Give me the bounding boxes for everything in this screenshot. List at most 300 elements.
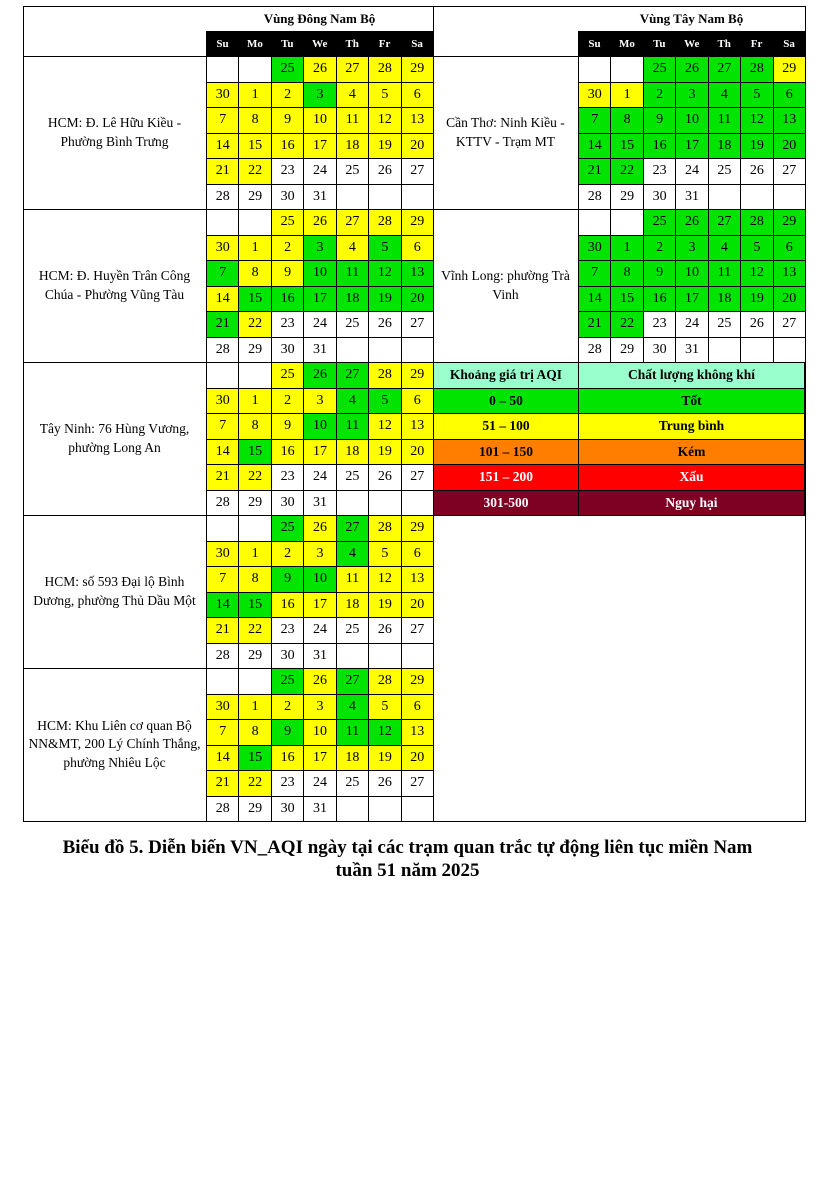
calendar-day-cell: 27	[401, 311, 434, 338]
calendar-day-cell: 15	[238, 439, 271, 466]
calendar-day-cell: 9	[271, 107, 304, 134]
calendar-day-cell: 8	[238, 107, 271, 134]
legend-quality-cell: Kém	[578, 439, 805, 466]
calendar-day-cell: 26	[675, 56, 708, 83]
calendar-day-cell: 29	[610, 184, 643, 211]
calendar-day-cell: 30	[578, 82, 611, 109]
calendar-day-cell: 8	[610, 107, 643, 134]
calendar-day-cell: 28	[206, 184, 239, 211]
calendar-day-cell: 23	[643, 158, 676, 185]
calendar-day-cell	[368, 643, 401, 670]
legend-range-cell: 0 – 50	[433, 388, 579, 415]
calendar-day-cell: 4	[336, 694, 369, 721]
calendar-day-cell: 29	[401, 56, 434, 83]
calendar-day-cell: 21	[206, 158, 239, 185]
east-day-header-sa: Sa	[401, 31, 434, 56]
calendar-day-cell: 14	[206, 439, 239, 466]
calendar-day-cell: 19	[368, 286, 401, 313]
station-name: HCM: số 593 Đại lộ Bình Dương, phường Thủ Dầu Một	[33, 574, 196, 608]
calendar-day-cell: 21	[206, 617, 239, 644]
calendar-day-cell: 18	[336, 286, 369, 313]
calendar-day-cell: 11	[336, 413, 369, 440]
chart-caption	[10, 836, 805, 882]
west-day-header-mo: Mo	[610, 31, 643, 56]
calendar-day-cell: 7	[578, 107, 611, 134]
calendar-day-cell: 25	[643, 209, 676, 236]
calendar-day-cell: 27	[336, 56, 369, 83]
calendar-day-cell: 16	[271, 745, 304, 772]
calendar-day-cell: 23	[271, 311, 304, 338]
calendar-day-cell: 28	[578, 337, 611, 364]
calendar-day-cell: 29	[238, 490, 271, 517]
calendar-day-cell: 3	[675, 82, 708, 109]
east-day-header-we: We	[303, 31, 336, 56]
calendar-day-cell: 19	[368, 439, 401, 466]
calendar-day-cell: 11	[336, 566, 369, 593]
calendar-day-cell: 27	[336, 209, 369, 236]
calendar-day-cell	[206, 668, 239, 695]
calendar-day-cell: 12	[368, 719, 401, 746]
legend-header-range: Khoảng giá trị AQI	[433, 362, 579, 389]
west-day-header-sa: Sa	[773, 31, 806, 56]
calendar-day-cell: 27	[401, 464, 434, 491]
calendar-day-cell: 28	[368, 668, 401, 695]
calendar-day-cell: 9	[271, 719, 304, 746]
calendar-day-cell: 3	[303, 235, 336, 262]
calendar-day-cell: 29	[773, 209, 806, 236]
calendar-day-cell	[708, 184, 741, 211]
calendar-day-cell: 2	[643, 235, 676, 262]
calendar-day-cell: 17	[675, 286, 708, 313]
calendar-day-cell: 27	[773, 158, 806, 185]
calendar-day-cell: 31	[303, 184, 336, 211]
calendar-day-cell	[336, 337, 369, 364]
calendar-day-cell: 28	[206, 490, 239, 517]
calendar-day-cell: 14	[206, 745, 239, 772]
calendar-day-cell: 21	[578, 158, 611, 185]
calendar-day-cell: 28	[578, 184, 611, 211]
calendar-day-cell: 12	[740, 260, 773, 287]
calendar-day-cell	[336, 796, 369, 823]
calendar-day-cell: 26	[303, 515, 336, 542]
calendar-day-cell: 1	[238, 388, 271, 415]
calendar-day-cell: 11	[708, 107, 741, 134]
calendar-day-cell: 30	[271, 337, 304, 364]
calendar-day-cell: 2	[271, 82, 304, 109]
calendar-day-cell: 14	[206, 592, 239, 619]
calendar-day-cell: 11	[336, 260, 369, 287]
legend-quality-cell: Xấu	[578, 464, 805, 491]
calendar-day-cell: 4	[336, 235, 369, 262]
calendar-day-cell: 8	[238, 413, 271, 440]
calendar-day-cell: 7	[206, 719, 239, 746]
calendar-day-cell: 1	[238, 541, 271, 568]
calendar-day-cell: 7	[206, 260, 239, 287]
calendar-day-cell: 24	[303, 464, 336, 491]
calendar-day-cell: 26	[303, 209, 336, 236]
calendar-day-cell: 12	[368, 107, 401, 134]
calendar-day-cell: 18	[336, 133, 369, 160]
calendar-day-cell: 13	[773, 260, 806, 287]
calendar-day-cell: 15	[610, 286, 643, 313]
calendar-day-cell: 10	[675, 107, 708, 134]
legend-quality-cell: Nguy hại	[578, 490, 805, 517]
east-day-header-su: Su	[206, 31, 239, 56]
calendar-day-cell: 9	[271, 413, 304, 440]
calendar-day-cell: 2	[271, 388, 304, 415]
calendar-day-cell	[368, 796, 401, 823]
calendar-day-cell	[336, 643, 369, 670]
calendar-day-cell: 19	[740, 286, 773, 313]
east-day-header-fr: Fr	[368, 31, 401, 56]
calendar-day-cell: 20	[401, 439, 434, 466]
calendar-day-cell: 30	[206, 82, 239, 109]
calendar-day-cell: 4	[708, 82, 741, 109]
calendar-day-cell: 22	[238, 464, 271, 491]
calendar-day-cell: 27	[708, 209, 741, 236]
calendar-day-cell: 26	[303, 362, 336, 389]
calendar-day-cell: 12	[368, 260, 401, 287]
calendar-day-cell: 30	[271, 490, 304, 517]
calendar-day-cell: 29	[401, 515, 434, 542]
calendar-day-cell: 27	[336, 362, 369, 389]
calendar-day-cell: 27	[401, 617, 434, 644]
calendar-day-cell	[238, 209, 271, 236]
calendar-day-cell: 6	[401, 541, 434, 568]
calendar-day-cell: 9	[271, 260, 304, 287]
legend-header-quality: Chất lượng không khí	[578, 362, 805, 389]
calendar-day-cell: 8	[238, 719, 271, 746]
calendar-day-cell: 19	[740, 133, 773, 160]
calendar-day-cell: 1	[238, 235, 271, 262]
calendar-day-cell: 25	[336, 464, 369, 491]
calendar-day-cell: 6	[773, 82, 806, 109]
calendar-day-cell: 3	[303, 388, 336, 415]
east-day-header-th: Th	[336, 31, 369, 56]
calendar-day-cell: 17	[303, 592, 336, 619]
calendar-day-cell: 19	[368, 745, 401, 772]
west-day-header-we: We	[675, 31, 708, 56]
calendar-day-cell: 18	[336, 592, 369, 619]
calendar-day-cell: 25	[271, 515, 304, 542]
calendar-day-cell: 23	[271, 158, 304, 185]
calendar-day-cell: 30	[271, 796, 304, 823]
calendar-day-cell	[238, 515, 271, 542]
calendar-day-cell: 15	[238, 133, 271, 160]
calendar-day-cell: 30	[271, 643, 304, 670]
calendar-day-cell: 31	[303, 643, 336, 670]
calendar-day-cell: 16	[271, 439, 304, 466]
calendar-day-cell: 1	[238, 694, 271, 721]
calendar-day-cell: 10	[303, 260, 336, 287]
calendar-day-cell: 5	[368, 235, 401, 262]
calendar-day-cell	[368, 184, 401, 211]
calendar-day-cell	[206, 209, 239, 236]
calendar-day-cell: 14	[578, 133, 611, 160]
calendar-day-cell: 28	[740, 209, 773, 236]
calendar-day-cell: 4	[708, 235, 741, 262]
calendar-day-cell: 24	[303, 617, 336, 644]
calendar-day-cell: 30	[271, 184, 304, 211]
legend-range-cell: 51 – 100	[433, 413, 579, 440]
calendar-day-cell: 9	[643, 260, 676, 287]
calendar-day-cell: 31	[303, 337, 336, 364]
calendar-day-cell	[238, 668, 271, 695]
west-day-header-tu: Tu	[643, 31, 676, 56]
calendar-day-cell: 30	[206, 541, 239, 568]
calendar-day-cell: 26	[740, 311, 773, 338]
calendar-day-cell: 3	[303, 541, 336, 568]
calendar-day-cell: 9	[643, 107, 676, 134]
calendar-day-cell: 31	[675, 337, 708, 364]
calendar-day-cell: 17	[303, 439, 336, 466]
calendar-day-cell: 16	[643, 133, 676, 160]
calendar-day-cell: 13	[401, 566, 434, 593]
calendar-day-cell: 6	[401, 388, 434, 415]
calendar-day-cell: 8	[238, 260, 271, 287]
calendar-day-cell: 21	[206, 770, 239, 797]
calendar-day-cell: 12	[740, 107, 773, 134]
calendar-day-cell: 7	[578, 260, 611, 287]
calendar-day-cell: 10	[303, 566, 336, 593]
calendar-day-cell: 13	[401, 107, 434, 134]
calendar-day-cell: 29	[238, 643, 271, 670]
calendar-day-cell	[740, 184, 773, 211]
calendar-day-cell: 6	[401, 694, 434, 721]
calendar-day-cell: 30	[206, 694, 239, 721]
calendar-day-cell: 20	[773, 133, 806, 160]
calendar-day-cell: 8	[610, 260, 643, 287]
calendar-day-cell: 28	[206, 337, 239, 364]
calendar-day-cell: 29	[401, 362, 434, 389]
station-name: Vĩnh Long: phường Trà Vinh	[441, 268, 570, 302]
calendar-day-cell	[368, 337, 401, 364]
calendar-day-cell: 17	[303, 286, 336, 313]
calendar-day-cell: 2	[643, 82, 676, 109]
station-name: Cần Thơ: Ninh Kiều - KTTV - Trạm MT	[446, 115, 565, 149]
calendar-day-cell	[206, 515, 239, 542]
calendar-day-cell: 13	[401, 260, 434, 287]
calendar-day-cell: 26	[675, 209, 708, 236]
calendar-day-cell: 18	[336, 745, 369, 772]
calendar-day-cell: 20	[401, 592, 434, 619]
west-day-header-su: Su	[578, 31, 611, 56]
calendar-day-cell: 28	[206, 796, 239, 823]
calendar-day-cell: 14	[206, 133, 239, 160]
calendar-day-cell: 29	[238, 337, 271, 364]
calendar-day-cell: 30	[206, 235, 239, 262]
calendar-day-cell: 5	[368, 82, 401, 109]
calendar-day-cell: 29	[610, 337, 643, 364]
calendar-day-cell: 4	[336, 388, 369, 415]
calendar-day-cell	[773, 337, 806, 364]
calendar-day-cell	[336, 490, 369, 517]
calendar-day-cell: 25	[708, 311, 741, 338]
station-name: HCM: Đ. Huyền Trân Công Chúa - Phường Vũng Tàu	[38, 268, 191, 302]
calendar-day-cell: 10	[303, 719, 336, 746]
calendar-day-cell: 25	[271, 362, 304, 389]
calendar-day-cell: 12	[368, 566, 401, 593]
calendar-day-cell: 3	[303, 82, 336, 109]
calendar-day-cell: 16	[643, 286, 676, 313]
calendar-day-cell	[401, 184, 434, 211]
calendar-day-cell: 29	[238, 796, 271, 823]
calendar-day-cell: 25	[336, 311, 369, 338]
legend-range-cell: 101 – 150	[433, 439, 579, 466]
east-day-header-tu: Tu	[271, 31, 304, 56]
calendar-day-cell: 29	[773, 56, 806, 83]
calendar-day-cell: 23	[271, 617, 304, 644]
calendar-day-cell: 2	[271, 235, 304, 262]
calendar-day-cell: 24	[303, 158, 336, 185]
legend-range-cell: 301-500	[433, 490, 579, 517]
calendar-day-cell: 28	[368, 56, 401, 83]
calendar-day-cell: 24	[303, 770, 336, 797]
calendar-day-cell: 25	[708, 158, 741, 185]
calendar-day-cell: 23	[271, 464, 304, 491]
calendar-day-cell: 31	[303, 490, 336, 517]
calendar-day-cell: 5	[368, 388, 401, 415]
calendar-day-cell: 28	[206, 643, 239, 670]
calendar-day-cell: 16	[271, 592, 304, 619]
calendar-day-cell: 25	[271, 209, 304, 236]
calendar-day-cell	[708, 337, 741, 364]
calendar-day-cell: 23	[643, 311, 676, 338]
calendar-day-cell: 20	[401, 286, 434, 313]
calendar-day-cell: 22	[610, 311, 643, 338]
calendar-day-cell: 27	[336, 515, 369, 542]
calendar-day-cell: 26	[368, 770, 401, 797]
calendar-day-cell: 19	[368, 133, 401, 160]
calendar-day-cell: 27	[708, 56, 741, 83]
calendar-day-cell: 13	[401, 719, 434, 746]
calendar-day-cell: 15	[238, 745, 271, 772]
calendar-day-cell: 28	[368, 515, 401, 542]
station-name: HCM: Khu Liên cơ quan Bộ NN&MT, 200 Lý Chính Thắng, phường Nhiêu Lộc	[28, 718, 201, 770]
west-day-header-fr: Fr	[740, 31, 773, 56]
calendar-day-cell	[610, 209, 643, 236]
calendar-day-cell: 9	[271, 566, 304, 593]
calendar-day-cell: 13	[773, 107, 806, 134]
calendar-day-cell: 28	[368, 209, 401, 236]
calendar-day-cell: 29	[401, 668, 434, 695]
calendar-day-cell: 30	[643, 337, 676, 364]
calendar-day-cell: 15	[238, 286, 271, 313]
calendar-day-cell: 18	[708, 286, 741, 313]
legend-quality-cell: Tốt	[578, 388, 805, 415]
calendar-day-cell: 20	[401, 133, 434, 160]
calendar-day-cell: 22	[610, 158, 643, 185]
calendar-day-cell: 1	[610, 235, 643, 262]
east-day-header-mo: Mo	[238, 31, 271, 56]
calendar-day-cell: 30	[643, 184, 676, 211]
calendar-day-cell	[401, 337, 434, 364]
calendar-day-cell: 20	[401, 745, 434, 772]
calendar-day-cell: 5	[368, 694, 401, 721]
calendar-day-cell: 25	[336, 770, 369, 797]
calendar-day-cell: 16	[271, 286, 304, 313]
calendar-day-cell: 14	[206, 286, 239, 313]
calendar-day-cell: 8	[238, 566, 271, 593]
calendar-day-cell: 26	[368, 464, 401, 491]
calendar-day-cell: 10	[675, 260, 708, 287]
calendar-day-cell: 31	[675, 184, 708, 211]
calendar-day-cell	[368, 490, 401, 517]
calendar-day-cell: 26	[368, 311, 401, 338]
calendar-day-cell	[578, 209, 611, 236]
calendar-day-cell	[238, 362, 271, 389]
calendar-day-cell: 29	[238, 184, 271, 211]
calendar-day-cell: 1	[610, 82, 643, 109]
calendar-day-cell: 28	[740, 56, 773, 83]
calendar-day-cell	[206, 362, 239, 389]
calendar-day-cell: 25	[271, 56, 304, 83]
calendar-day-cell: 11	[708, 260, 741, 287]
calendar-day-cell: 24	[675, 311, 708, 338]
calendar-day-cell: 21	[206, 464, 239, 491]
calendar-day-cell: 10	[303, 107, 336, 134]
caption-line-1: Biểu đồ 5. Diễn biến VN_AQI ngày tại các trạm quan trắc tự động liên tục miền Nam	[62, 837, 753, 858]
calendar-day-cell: 26	[740, 158, 773, 185]
calendar-day-cell: 16	[271, 133, 304, 160]
calendar-day-cell: 19	[368, 592, 401, 619]
calendar-day-cell: 18	[708, 133, 741, 160]
calendar-day-cell: 30	[206, 388, 239, 415]
west-day-header-th: Th	[708, 31, 741, 56]
calendar-day-cell: 20	[773, 286, 806, 313]
calendar-day-cell: 18	[336, 439, 369, 466]
calendar-day-cell	[610, 56, 643, 83]
caption-line-2: tuần 51 năm 2025	[335, 860, 480, 881]
calendar-day-cell	[401, 490, 434, 517]
calendar-day-cell: 4	[336, 541, 369, 568]
west-region-title: Vùng Tây Nam Bộ	[639, 11, 744, 26]
calendar-day-cell	[238, 56, 271, 83]
calendar-day-cell: 30	[578, 235, 611, 262]
calendar-day-cell: 7	[206, 107, 239, 134]
calendar-day-cell: 6	[773, 235, 806, 262]
calendar-day-cell: 17	[303, 745, 336, 772]
calendar-day-cell: 17	[303, 133, 336, 160]
calendar-day-cell: 2	[271, 541, 304, 568]
calendar-day-cell: 25	[271, 668, 304, 695]
calendar-day-cell: 27	[773, 311, 806, 338]
calendar-day-cell: 25	[336, 617, 369, 644]
calendar-day-cell: 21	[206, 311, 239, 338]
calendar-day-cell: 22	[238, 617, 271, 644]
calendar-day-cell: 22	[238, 770, 271, 797]
calendar-day-cell	[740, 337, 773, 364]
calendar-day-cell: 15	[610, 133, 643, 160]
calendar-day-cell: 26	[368, 158, 401, 185]
calendar-day-cell: 10	[303, 413, 336, 440]
calendar-day-cell: 5	[740, 235, 773, 262]
calendar-day-cell: 12	[368, 413, 401, 440]
calendar-day-cell: 11	[336, 719, 369, 746]
calendar-day-cell: 15	[238, 592, 271, 619]
calendar-day-cell: 24	[675, 158, 708, 185]
calendar-day-cell: 1	[238, 82, 271, 109]
calendar-day-cell: 27	[401, 770, 434, 797]
calendar-day-cell: 17	[675, 133, 708, 160]
legend-quality-cell: Trung bình	[578, 413, 805, 440]
calendar-day-cell: 26	[303, 56, 336, 83]
calendar-day-cell: 7	[206, 566, 239, 593]
calendar-day-cell: 6	[401, 82, 434, 109]
calendar-day-cell: 27	[401, 158, 434, 185]
calendar-day-cell	[401, 643, 434, 670]
calendar-day-cell: 4	[336, 82, 369, 109]
